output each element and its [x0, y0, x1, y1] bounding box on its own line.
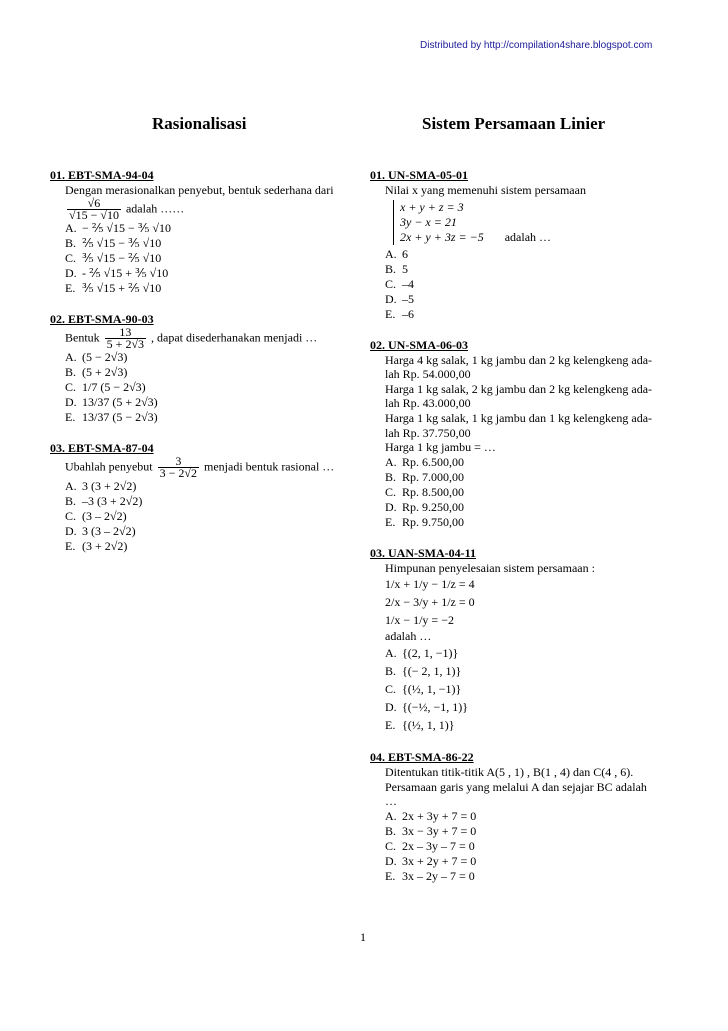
- question-left-2: [50, 312, 350, 425]
- option[interactable]: A. 6: [385, 246, 408, 261]
- option[interactable]: C. 2x – 3y – 7 = 0: [385, 838, 475, 853]
- option-list: [50, 479, 350, 554]
- question-text: Himpunan penyelesaian sistem persamaan :: [385, 560, 595, 575]
- option[interactable]: C. (3 – 2√2): [65, 508, 127, 523]
- option[interactable]: E. {(½, 1, 1)}: [385, 717, 455, 732]
- option[interactable]: E. (3 + 2√2): [65, 538, 128, 553]
- right-column: [370, 168, 670, 900]
- option[interactable]: E. –6: [385, 306, 414, 321]
- equation: 2x + y + 3z = −5: [400, 229, 484, 244]
- fraction: [67, 195, 121, 222]
- right-section-title: Sistem Persamaan Linier: [422, 114, 606, 133]
- option[interactable]: D. {(−½, −1, 1)}: [385, 699, 469, 714]
- left-column: [50, 168, 350, 570]
- option[interactable]: A. Rp. 6.500,00: [385, 454, 465, 469]
- question-heading: 03. EBT-SMA-87-04: [50, 440, 154, 455]
- equation: 1/x − 1/y = −2: [385, 613, 454, 628]
- option[interactable]: C. ⅗ √15 − ⅖ √10: [65, 250, 162, 265]
- question-line: Harga 1 kg jambu = …: [385, 440, 496, 455]
- equation: 2/x − 3/y + 1/z = 0: [385, 595, 475, 610]
- option-list: [370, 809, 670, 884]
- option[interactable]: C. –4: [385, 276, 414, 291]
- option[interactable]: D. 13/37 (5 + 2√3): [65, 394, 158, 409]
- equation-system-row: [370, 198, 670, 247]
- option-list: [50, 221, 350, 296]
- fraction-denominator: √15 − √10: [69, 207, 119, 222]
- option[interactable]: E. ⅗ √15 + ⅖ √10: [65, 280, 162, 295]
- option[interactable]: E. Rp. 9.750,00: [385, 514, 465, 529]
- question-left-3: [50, 441, 350, 554]
- question-right-3: [370, 546, 670, 734]
- fraction-numerator: 13: [105, 327, 146, 339]
- option[interactable]: B. (5 + 2√3): [65, 364, 128, 379]
- question-line: lah Rp. 37.750,00: [385, 425, 471, 440]
- question-line: Ditentukan titik-titik A(5 , 1) , B(1 , 4) dan C(4 , 6).: [385, 764, 634, 779]
- question-expression: [50, 324, 350, 351]
- option[interactable]: B. –3 (3 + 2√2): [65, 493, 143, 508]
- question-line: Harga 4 kg salak, 1 kg jambu dan 2 kg kelengkeng ada-: [385, 352, 653, 367]
- option[interactable]: A. {(2, 1, −1)}: [385, 645, 459, 660]
- question-line: lah Rp. 54.000,00: [385, 367, 471, 382]
- question-heading: 02. EBT-SMA-90-03: [50, 311, 154, 326]
- option[interactable]: D. - ⅖ √15 + ⅗ √10: [65, 265, 169, 280]
- question-tail: menjadi bentuk rasional …: [204, 458, 335, 473]
- question-line: Harga 1 kg salak, 1 kg jambu dan 1 kg kelengkeng ada-: [385, 410, 653, 425]
- option[interactable]: B. 3x − 3y + 7 = 0: [385, 823, 477, 838]
- fraction-numerator: 3: [158, 456, 199, 468]
- left-section-title: Rasionalisasi: [152, 114, 247, 133]
- option[interactable]: C. 1/7 (5 − 2√3): [65, 379, 146, 394]
- option[interactable]: B. ⅖ √15 − ⅗ √10: [65, 235, 162, 250]
- option[interactable]: E. 13/37 (5 − 2√3): [65, 409, 158, 424]
- question-heading: 04. EBT-SMA-86-22: [370, 749, 474, 764]
- option[interactable]: D. –5: [385, 291, 414, 306]
- question-heading: 02. UN-SMA-06-03: [370, 337, 468, 352]
- equation: x + y + z = 3: [400, 199, 464, 214]
- option[interactable]: D. 3x + 2y + 7 = 0: [385, 853, 477, 868]
- page-number: 1: [360, 930, 366, 944]
- option-list: [370, 455, 670, 530]
- fraction-numerator: √6: [67, 198, 121, 210]
- question-right-4: [370, 750, 670, 884]
- option[interactable]: D. 3 (3 – 2√2): [65, 523, 136, 538]
- option[interactable]: D. Rp. 9.250,00: [385, 499, 465, 514]
- question-heading: 01. EBT-SMA-94-04: [50, 168, 154, 182]
- question-expression: [50, 453, 350, 480]
- option-list: [370, 644, 670, 734]
- question-line: Harga 1 kg salak, 2 kg jambu dan 2 kg kelengkeng ada-: [385, 381, 653, 396]
- equation: 1/x + 1/y − 1/z = 4: [385, 577, 475, 592]
- question-tail: adalah …: [504, 229, 552, 244]
- option[interactable]: A. 2x + 3y + 7 = 0: [385, 808, 477, 823]
- question-left-1: [50, 168, 350, 296]
- option[interactable]: B. Rp. 7.000,00: [385, 469, 465, 484]
- option-list: [370, 247, 670, 322]
- option-list: [50, 350, 350, 425]
- option[interactable]: C. {(½, 1, −1)}: [385, 681, 462, 696]
- option[interactable]: A. 3 (3 + 2√2): [65, 478, 137, 493]
- fraction: [158, 453, 199, 480]
- question-line: lah Rp. 43.000,00: [385, 396, 471, 411]
- question-heading: 03. UAN-SMA-04-11: [370, 545, 476, 560]
- question-line: …: [385, 794, 397, 809]
- fraction: [105, 324, 146, 351]
- fraction-denominator: 5 + 2√3: [106, 336, 145, 351]
- distribution-notice: Distributed by http://compilation4share.blogspot.com: [420, 40, 653, 51]
- question-right-1: [370, 168, 670, 322]
- question-pre: Ubahlah penyebut: [65, 458, 153, 473]
- option[interactable]: B. {(− 2, 1, 1)}: [385, 663, 462, 678]
- question-expression: [50, 195, 350, 222]
- option[interactable]: C. Rp. 8.500,00: [385, 484, 465, 499]
- option[interactable]: B. 5: [385, 261, 408, 276]
- question-tail: adalah …: [385, 629, 432, 644]
- question-tail: adalah ……: [125, 200, 185, 215]
- option[interactable]: A. (5 − 2√3): [65, 349, 128, 364]
- question-right-2: [370, 338, 670, 530]
- option[interactable]: E. 3x – 2y – 7 = 0: [385, 868, 475, 883]
- question-heading: 01. UN-SMA-05-01: [370, 168, 468, 182]
- fraction-denominator: 3 − 2√2: [159, 465, 197, 480]
- question-text: Dengan merasionalkan penyebut, bentuk sederhana dari: [65, 183, 334, 197]
- equation: 3y − x = 21: [400, 214, 457, 229]
- question-text: Nilai x yang memenuhi sistem persamaan: [385, 183, 586, 197]
- question-tail: , dapat disederhanakan menjadi …: [151, 329, 318, 344]
- equation-system: [393, 200, 484, 245]
- question-pre: Bentuk: [65, 329, 100, 344]
- question-line: Persamaan garis yang melalui A dan sejajar BC adalah: [385, 779, 647, 794]
- option[interactable]: A. − ⅖ √15 − ⅗ √10: [65, 220, 171, 235]
